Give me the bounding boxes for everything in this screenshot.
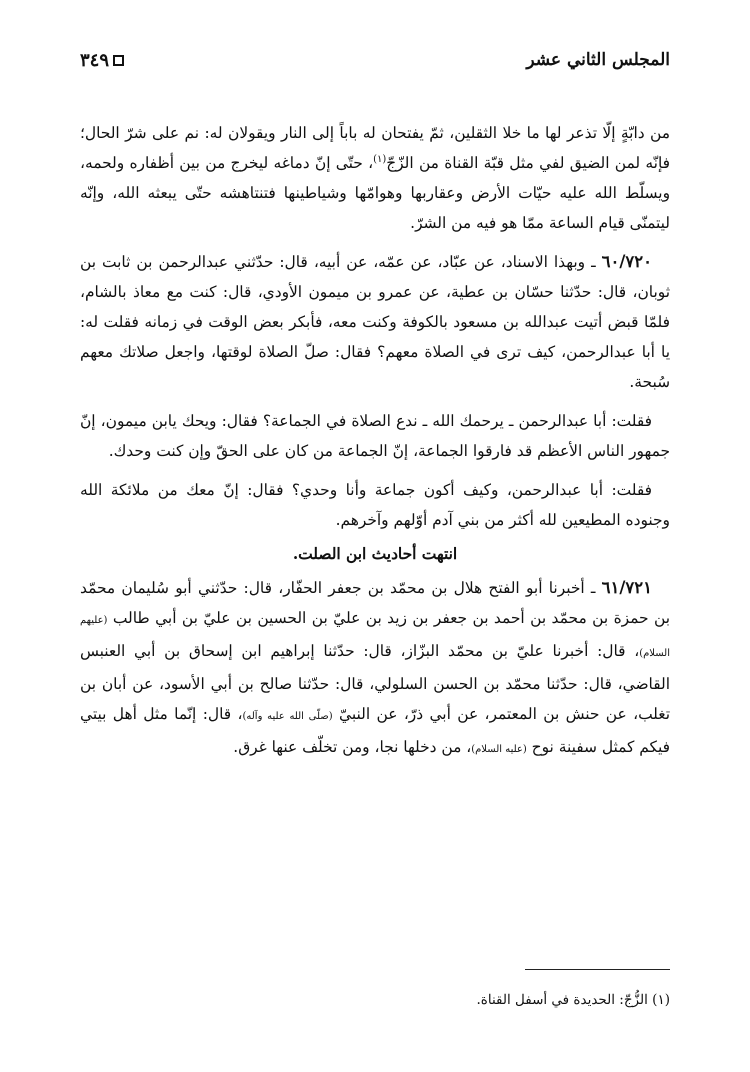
p1-text: من دابّةٍ إلّا تذعر لها ما خلا الثقلين، ثمّ يفتحان له باباً إلى النار ويقولان له: نم على شرّ الحال؛ فإنّه لمن الضيق لفي مثل قبّة القناة من الزّجّ [80,124,670,172]
hadith-text-b: ، قال: أخبرنا عليّ بن محمّد البزّاز، قال: حدّثنا إبراهيم ابن إسحاق بن أبي العنبس القاضي، قال: حدّثنا محمّد بن الحسن السلولي، قال: حدّثنا صالح بن أبي الأسود، عن أبان بن تغلب، عن حنش بن المعتمر، عن أبي ذرّ، عن النبيّ [80,642,670,723]
honorific: (صلّى الله عليه وآله) [242,711,333,722]
footnote-marker: (١) [652,992,670,1008]
page-header [80,46,670,74]
hadith-text-a: ـ أخبرنا أبو الفتح هلال بن محمّد بن جعفر الحفّار، قال: حدّثني أبو سُليمان محمّد بن حمزة بن محمّد بن أحمد بن جعفر بن زيد بن عليّ بن الحسين بن عليّ بن أبي طالب [80,579,670,627]
page-number: ٣٤٩ [80,49,110,71]
page-number-box [80,50,124,71]
paragraph-question-1: فقلت: أبا عبدالرحمن ـ يرحمك الله ـ ندع الصلاة في الجماعة؟ فقال: ويحك يابن ميمون، إنّ جمهور الناس الأعظم قد فارقوا الجماعة، إنّ الجماعة من كان على الحقّ وإن كنت وحدك. [80,412,670,460]
paragraph-continuation [80,118,670,238]
paragraph-question-2: فقلت: أبا عبدالرحمن، وكيف أكون جماعة وأنا وحدي؟ فقال: إنّ معك من ملائكة الله وجنوده المطيعين لله أكثر من بني آدم أوّلهم وآخرهم. [80,481,670,529]
section-heading: انتهت أحاديث ابن الصلت. [292,545,458,563]
footnote-ref: (١) [373,153,387,165]
square-marker-icon [113,55,124,66]
p1-end: ، حتّى إنّ دماغه ليخرج من بين أظفاره ولحمه، ويسلّط الله عليه حيّات الأرض وعقاربها وهوامّها وشياطينها فتنتاهشه حتّى يبعثه الله، وإنّه ليتمنّى قيام الساعة ممّا هو فيه من الشرّ. [80,154,670,232]
hadith-text-d: ، من دخلها نجا، ومن تخلّف عنها غرق. [233,738,472,756]
hadith-720 [80,247,670,397]
chapter-title: المجلس الثاني عشر [526,50,670,70]
hadith-text: ـ وبهذا الاسناد، عن عبّاد، عن عمّه، عن أبيه، قال: حدّثني عبدالرحمن بن ثابت بن ثوبان، قال: حدّثنا حسّان بن عطية، عن عمرو بن ميمون الأودي، قال: كنت مع معاذ بالشام، فلمّا قبض أتيت عبدالله بن مسعود بالكوفة وكنت معه، فأبكر بعض الوقت في زمانه فقلت له: يا أبا عبدالرحمن، كيف ترى في الصلاة معهم؟ فقال: صلّ الصلاة لوقتها، واجعل صلاتك معهم سُبحة. [80,253,670,391]
hadith-text-c: ، قال: إنّما مثل أهل بيتي فيكم كمثل سفينة نوح [80,705,670,756]
hadith-721 [80,573,670,765]
honorific: (عليهم السلام) [80,615,670,659]
footnote-divider [525,969,670,970]
hadith-number: ٦١/٧٢١ [601,578,652,597]
footnote [80,992,670,1008]
honorific: (عليه السلام) [471,744,527,755]
main-text [80,118,670,765]
hadith-number: ٦٠/٧٢٠ [601,252,652,271]
footnote-text: الزُّجّ: الحديدة في أسفل القناة. [476,992,653,1008]
